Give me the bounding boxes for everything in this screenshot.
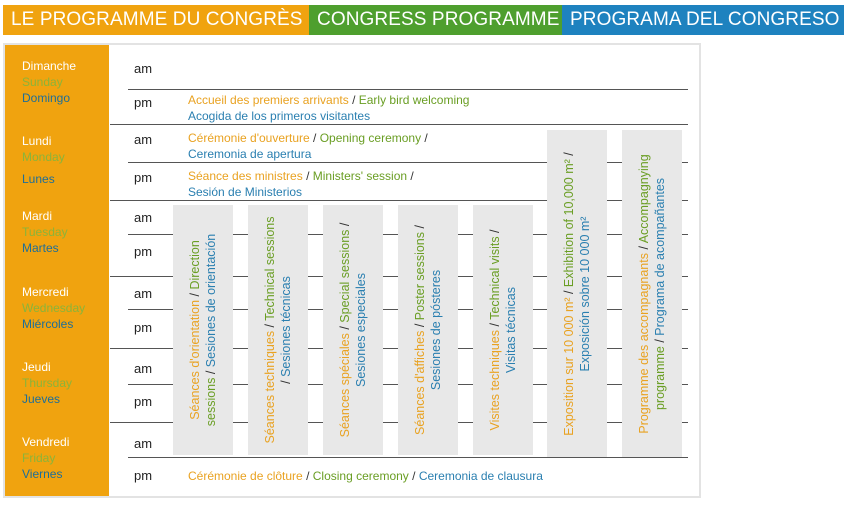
day-label-en: Sunday [22,75,63,89]
event-text-fr: Cérémonie d'ouverture [188,131,310,145]
session-text-fr: Séances d'orientation [188,299,202,420]
separator: / [302,469,313,483]
day-label-fr: Jeudi [22,360,51,374]
session-text-fr: Visites techniques [488,330,502,431]
session-text-en: Technical visits [488,236,502,320]
session-text [262,215,294,445]
day-label-es: Martes [22,241,59,255]
session-text-es: Programa de acompañantes [653,177,667,336]
session-text-fr: Séances techniques [263,330,277,444]
day-column [5,45,109,496]
separator: / [338,222,352,230]
session-text-en: Poster sessions [413,232,427,321]
session-text-es: Visitas técnicas [504,287,518,373]
day-label-es: Domingo [22,91,71,105]
session-text-es: Sesiones de pósteres [429,269,443,391]
session-text-en: Direction sessions [188,240,218,427]
pm-label: pm [134,468,153,483]
event-text-fr: Séance des ministres [188,169,303,183]
day-friday [22,434,69,482]
separator: / [488,229,502,237]
event-text-fr: Cérémonie de clôture [188,469,303,483]
day-label-fr: Dimanche [22,59,77,73]
event-opening [188,130,428,162]
separator: / [413,320,427,331]
am-label: am [134,361,153,376]
pm-label: pm [134,170,153,185]
event-text-en: Early bird welcoming [358,93,470,107]
separator: / [302,169,313,183]
session-text-en: Accompagnying programme [637,153,667,410]
day-label-en: Friday [22,451,56,465]
pm-label: pm [134,394,153,409]
day-label-en: Wednesday [22,301,86,315]
event-text-es: Acogida de los primeros visitantes [188,109,371,123]
session-text-en: Exhibition of 10,000 m² [562,158,576,287]
pm-label: pm [134,244,153,259]
session-text [412,215,444,445]
rule-sun-end [110,124,688,125]
separator: / [204,367,218,378]
accompanying-text [636,139,668,449]
am-label: am [134,132,153,147]
day-tuesday [22,208,68,256]
separator: / [309,131,320,145]
session-box-special [323,205,383,455]
day-label-en: Tuesday [22,225,68,239]
session-text-en: Special sessions [338,229,352,323]
am-label: am [134,210,153,225]
session-box-technical [248,205,308,455]
separator: / [562,151,576,159]
event-text-es: Ceremonia de apertura [188,147,312,161]
separator: / [279,376,293,384]
separator: / [653,335,667,346]
am-label: am [134,436,153,451]
session-text-es: Exposición sobre 10 000 m² [578,216,592,371]
event-text-en: Ministers' session [312,169,408,183]
session-box-direction [173,205,233,455]
day-sunday [22,58,76,106]
session-text-fr: Exposition sur 10 000 m² [562,296,576,436]
accompanying-box [622,130,682,457]
session-text [487,215,519,445]
event-ministers [188,168,414,200]
day-label-en: Thursday [22,376,73,390]
day-label-es: Jueves [22,392,61,406]
day-label-es: Viernes [22,467,63,481]
day-label-es: Lunes [22,172,55,186]
pm-label: pm [134,95,153,110]
session-text-fr: Séances spéciales [338,333,352,438]
session-box-poster [398,205,458,455]
separator: / [407,169,414,183]
day-label-fr: Lundi [22,134,52,148]
day-label-en: Monday [22,150,65,164]
separator: / [421,131,428,145]
am-label: am [134,286,153,301]
session-text-es: Sesiones de orientación [204,233,218,368]
session-text-fr: Programme des accompagnants [637,252,651,434]
event-closing [188,468,543,484]
session-box-visits [473,205,533,455]
day-label-fr: Vendredi [22,435,70,449]
header-french: LE PROGRAMME DU CONGRÈS [3,5,309,35]
day-thursday [22,359,72,407]
day-wednesday [22,284,85,332]
separator: / [408,469,419,483]
separator: / [188,289,202,300]
separator: / [488,319,502,330]
separator: / [338,322,352,334]
event-text-fr: Accueil des premiers arrivants [188,93,349,107]
session-text-es: Sesiones técnicas [279,276,293,377]
day-label-fr: Mardi [22,209,53,223]
event-early-bird [188,92,469,124]
day-label-es: Miércoles [22,317,74,331]
pm-label: pm [134,320,153,335]
separator: / [562,286,576,297]
rule-fri-mid [128,457,688,458]
event-text-en: Opening ceremony [319,131,422,145]
rule-sun-mid [128,89,688,90]
session-text-es: Sesiones especiales [354,273,368,387]
event-text-es: Sesión de Ministerios [188,185,303,199]
separator: / [637,242,651,253]
exhibition-box [547,130,607,457]
day-label-fr: Mercredi [22,285,69,299]
am-label: am [134,61,153,76]
exhibition-text [561,139,593,449]
header-spanish: PROGRAMA DEL CONGRESO [562,5,844,35]
session-text-fr: Séances d'affiches [413,330,427,435]
event-text-es: Ceremonia de clausura [418,469,543,483]
separator: / [348,93,359,107]
day-monday [22,133,65,187]
separator: / [263,320,277,331]
session-text [187,215,219,445]
session-text [337,215,369,445]
event-text-en: Closing ceremony [312,469,409,483]
session-text-en: Technical sessions [263,216,277,321]
separator: / [413,225,427,232]
header-english: CONGRESS PROGRAMME [309,5,562,35]
